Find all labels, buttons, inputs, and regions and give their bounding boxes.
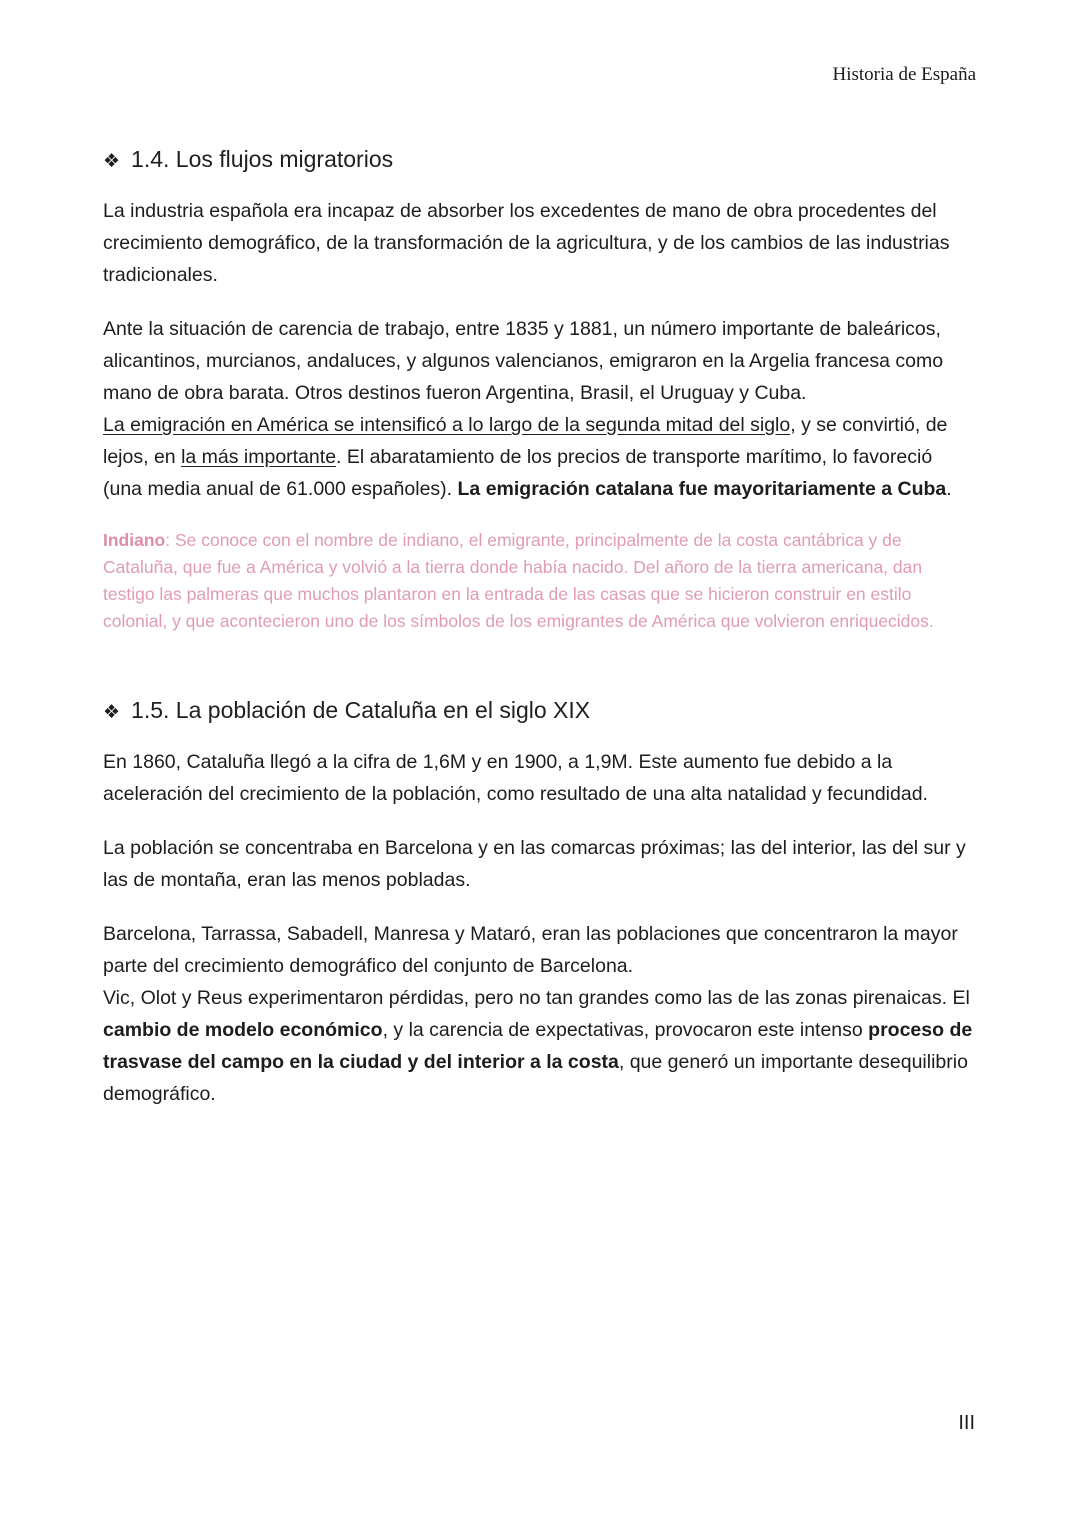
- paragraph: La población se concentraba en Barcelona y en las comarcas próximas; las del interior, las del sur y las de montaña, eran las menos pobladas.: [103, 837, 966, 891]
- text-run: . El abaratamiento de los precios de transporte marítimo, lo favoreció (una media anual de 61.000 españoles).: [103, 446, 933, 500]
- text-run: , y la carencia de expectativas, provocaron este intenso: [382, 1019, 869, 1041]
- diamond-bullet-icon: ❖: [103, 702, 121, 723]
- underlined-text: la más importante: [181, 446, 337, 468]
- paragraph: La industria española era incapaz de absorber los excedentes de mano de obra procedentes del crecimiento demográfico, de la transformación de la agricultura, y de los cambios de las industrias tradicionales.: [103, 200, 950, 286]
- paragraph: [103, 982, 976, 1110]
- text-run: , y se convirtió, de lejos, en: [103, 414, 948, 468]
- running-header: Historia de España: [832, 64, 976, 85]
- text-run: Vic, Olot y Reus experimentaron pérdidas, pero no tan grandes como las de las zonas pirenaicas. El: [103, 987, 970, 1009]
- bold-text: cambio de modelo económico: [103, 1019, 383, 1041]
- section-title: 1.5. La población de Cataluña en el siglo XIX: [131, 697, 591, 723]
- paragraph: Ante la situación de carencia de trabajo, entre 1835 y 1881, un número importante de baleáricos, alicantinos, murcianos, andaluces, y algunos valencianos, emigraron en la Argelia francesa como mano de obra barata. Otros destinos fueron Argentina, Brasil, el Uruguay y Cuba.: [103, 318, 944, 404]
- text-run: .: [946, 478, 952, 500]
- paragraph: Barcelona, Tarrassa, Sabadell, Manresa y Mataró, eran las poblaciones que concentraron la mayor parte del crecimiento demográfico del conjunto de Barcelona.: [103, 923, 958, 977]
- paragraph: [103, 409, 976, 505]
- section-heading-1-4: [103, 142, 976, 179]
- page-content: [103, 142, 976, 1132]
- text-run: , que generó un importante desequilibrio demográfico.: [103, 1051, 968, 1105]
- underlined-text: La emigración en América se intensificó a lo largo de la segunda mitad del siglo: [103, 414, 791, 436]
- indiano-note: [103, 527, 976, 635]
- bold-text: La emigración catalana fue mayoritariamente a Cuba: [457, 478, 947, 500]
- section-title: 1.4. Los flujos migratorios: [131, 146, 394, 172]
- section-heading-1-5: [103, 693, 976, 730]
- note-label: Indiano: [103, 530, 166, 550]
- diamond-bullet-icon: ❖: [103, 151, 121, 172]
- note-text: : Se conoce con el nombre de indiano, el emigrante, principalmente de la costa cantábrica y de Cataluña, que fue a América y volvió a la tierra donde había nacido. Del añoro de la tierra americana, dan testigo las palmeras que muchos plantaron en la entrada de las casas que se hicieron construir en estilo colonial, y que acontecieron uno de los símbolos de los emigrantes de América que volvieron enriquecidos.: [103, 530, 934, 631]
- page-number: III: [958, 1412, 975, 1434]
- paragraph: En 1860, Cataluña llegó a la cifra de 1,6M y en 1900, a 1,9M. Este aumento fue debido a la aceleración del crecimiento de la población, como resultado de una alta natalidad y fecundidad.: [103, 751, 928, 805]
- bold-text: proceso de trasvase del campo en la ciudad y del interior a la costa: [103, 1019, 973, 1073]
